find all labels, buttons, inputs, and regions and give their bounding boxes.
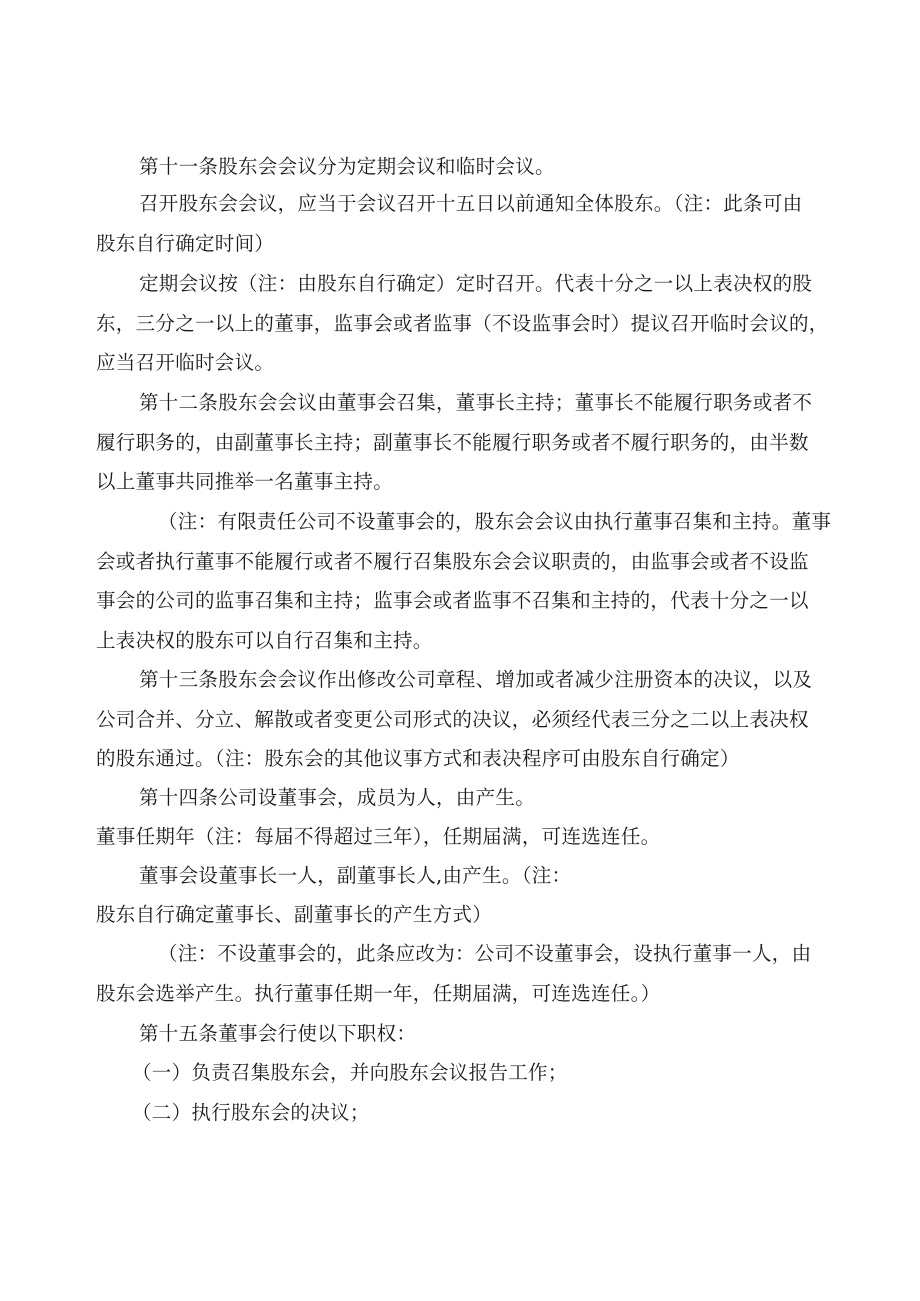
paragraph-line: 第十四条公司设董事会，成员为人，由产生。 [139, 786, 536, 809]
paragraph-line: 第十二条股东会会议由董事会召集，董事长主持；董事长不能履行职务或者不 [139, 391, 813, 414]
paragraph-line: 董事会设董事长一人，副董事长人,由产生。（注： [139, 864, 572, 887]
paragraph-line: 东，三分之一以上的董事，监事会或者监事（不设监事会时）提议召开临时会议的， [96, 312, 829, 335]
paragraph-line: 应当召开临时会议。 [96, 351, 275, 374]
list-item: （一）负责召集股东会，并向股东会议报告工作； [132, 1061, 568, 1084]
paragraph-line: （注：不设董事会的，此条应改为：公司不设董事会，设执行董事一人，由 [158, 942, 812, 965]
paragraph-line: 定期会议按（注：由股东自行确定）定时召开。代表十分之一以上表决权的股 [139, 272, 813, 295]
paragraph-line: 召开股东会会议，应当于会议召开十五日以前通知全体股东。（注：此条可由 [139, 192, 803, 215]
paragraph-line: 第十五条董事会行使以下职权： [139, 1022, 417, 1045]
paragraph-line: 股东自行确定时间） [96, 232, 275, 255]
paragraph-line: 会或者执行董事不能履行或者不履行召集股东会会议职责的，由监事会或者不设监 [96, 550, 809, 573]
paragraph-line: 上表决权的股东可以自行召集和主持。 [96, 629, 433, 652]
list-item: （二）执行股东会的决议； [132, 1101, 370, 1124]
paragraph-line: 履行职务的，由副董事长主持；副董事长不能履行职务或者不履行职务的，由半数 [96, 431, 809, 454]
paragraph-line: 股东会选举产生。执行董事任期一年，任期届满，可连选连任。） [96, 982, 661, 1005]
paragraph-line: 第十一条股东会会议分为定期会议和临时会议。 [139, 155, 555, 178]
paragraph-line: 的股东通过。（注：股东会的其他议事方式和表决程序可由股东自行确定） [96, 747, 740, 770]
paragraph-line: 第十三条股东会会议作出修改公司章程、增加或者减少注册资本的决议，以及 [139, 668, 813, 691]
paragraph-line: 股东自行确定董事长、副董事长的产生方式） [96, 903, 493, 926]
paragraph-line: 事会的公司的监事召集和主持；监事会或者监事不召集和主持的，代表十分之一以 [96, 589, 809, 612]
paragraph-line: 董事任期年（注：每届不得超过三年），任期届满，可连选连任。 [96, 825, 661, 848]
paragraph-line: 以上董事共同推举一名董事主持。 [96, 470, 394, 493]
paragraph-line: 公司合并、分立、解散或者变更公司形式的决议，必须经代表三分之二以上表决权 [96, 708, 809, 731]
paragraph-line: （注：有限责任公司不设董事会的，股东会会议由执行董事召集和主持。董事 [158, 510, 832, 533]
